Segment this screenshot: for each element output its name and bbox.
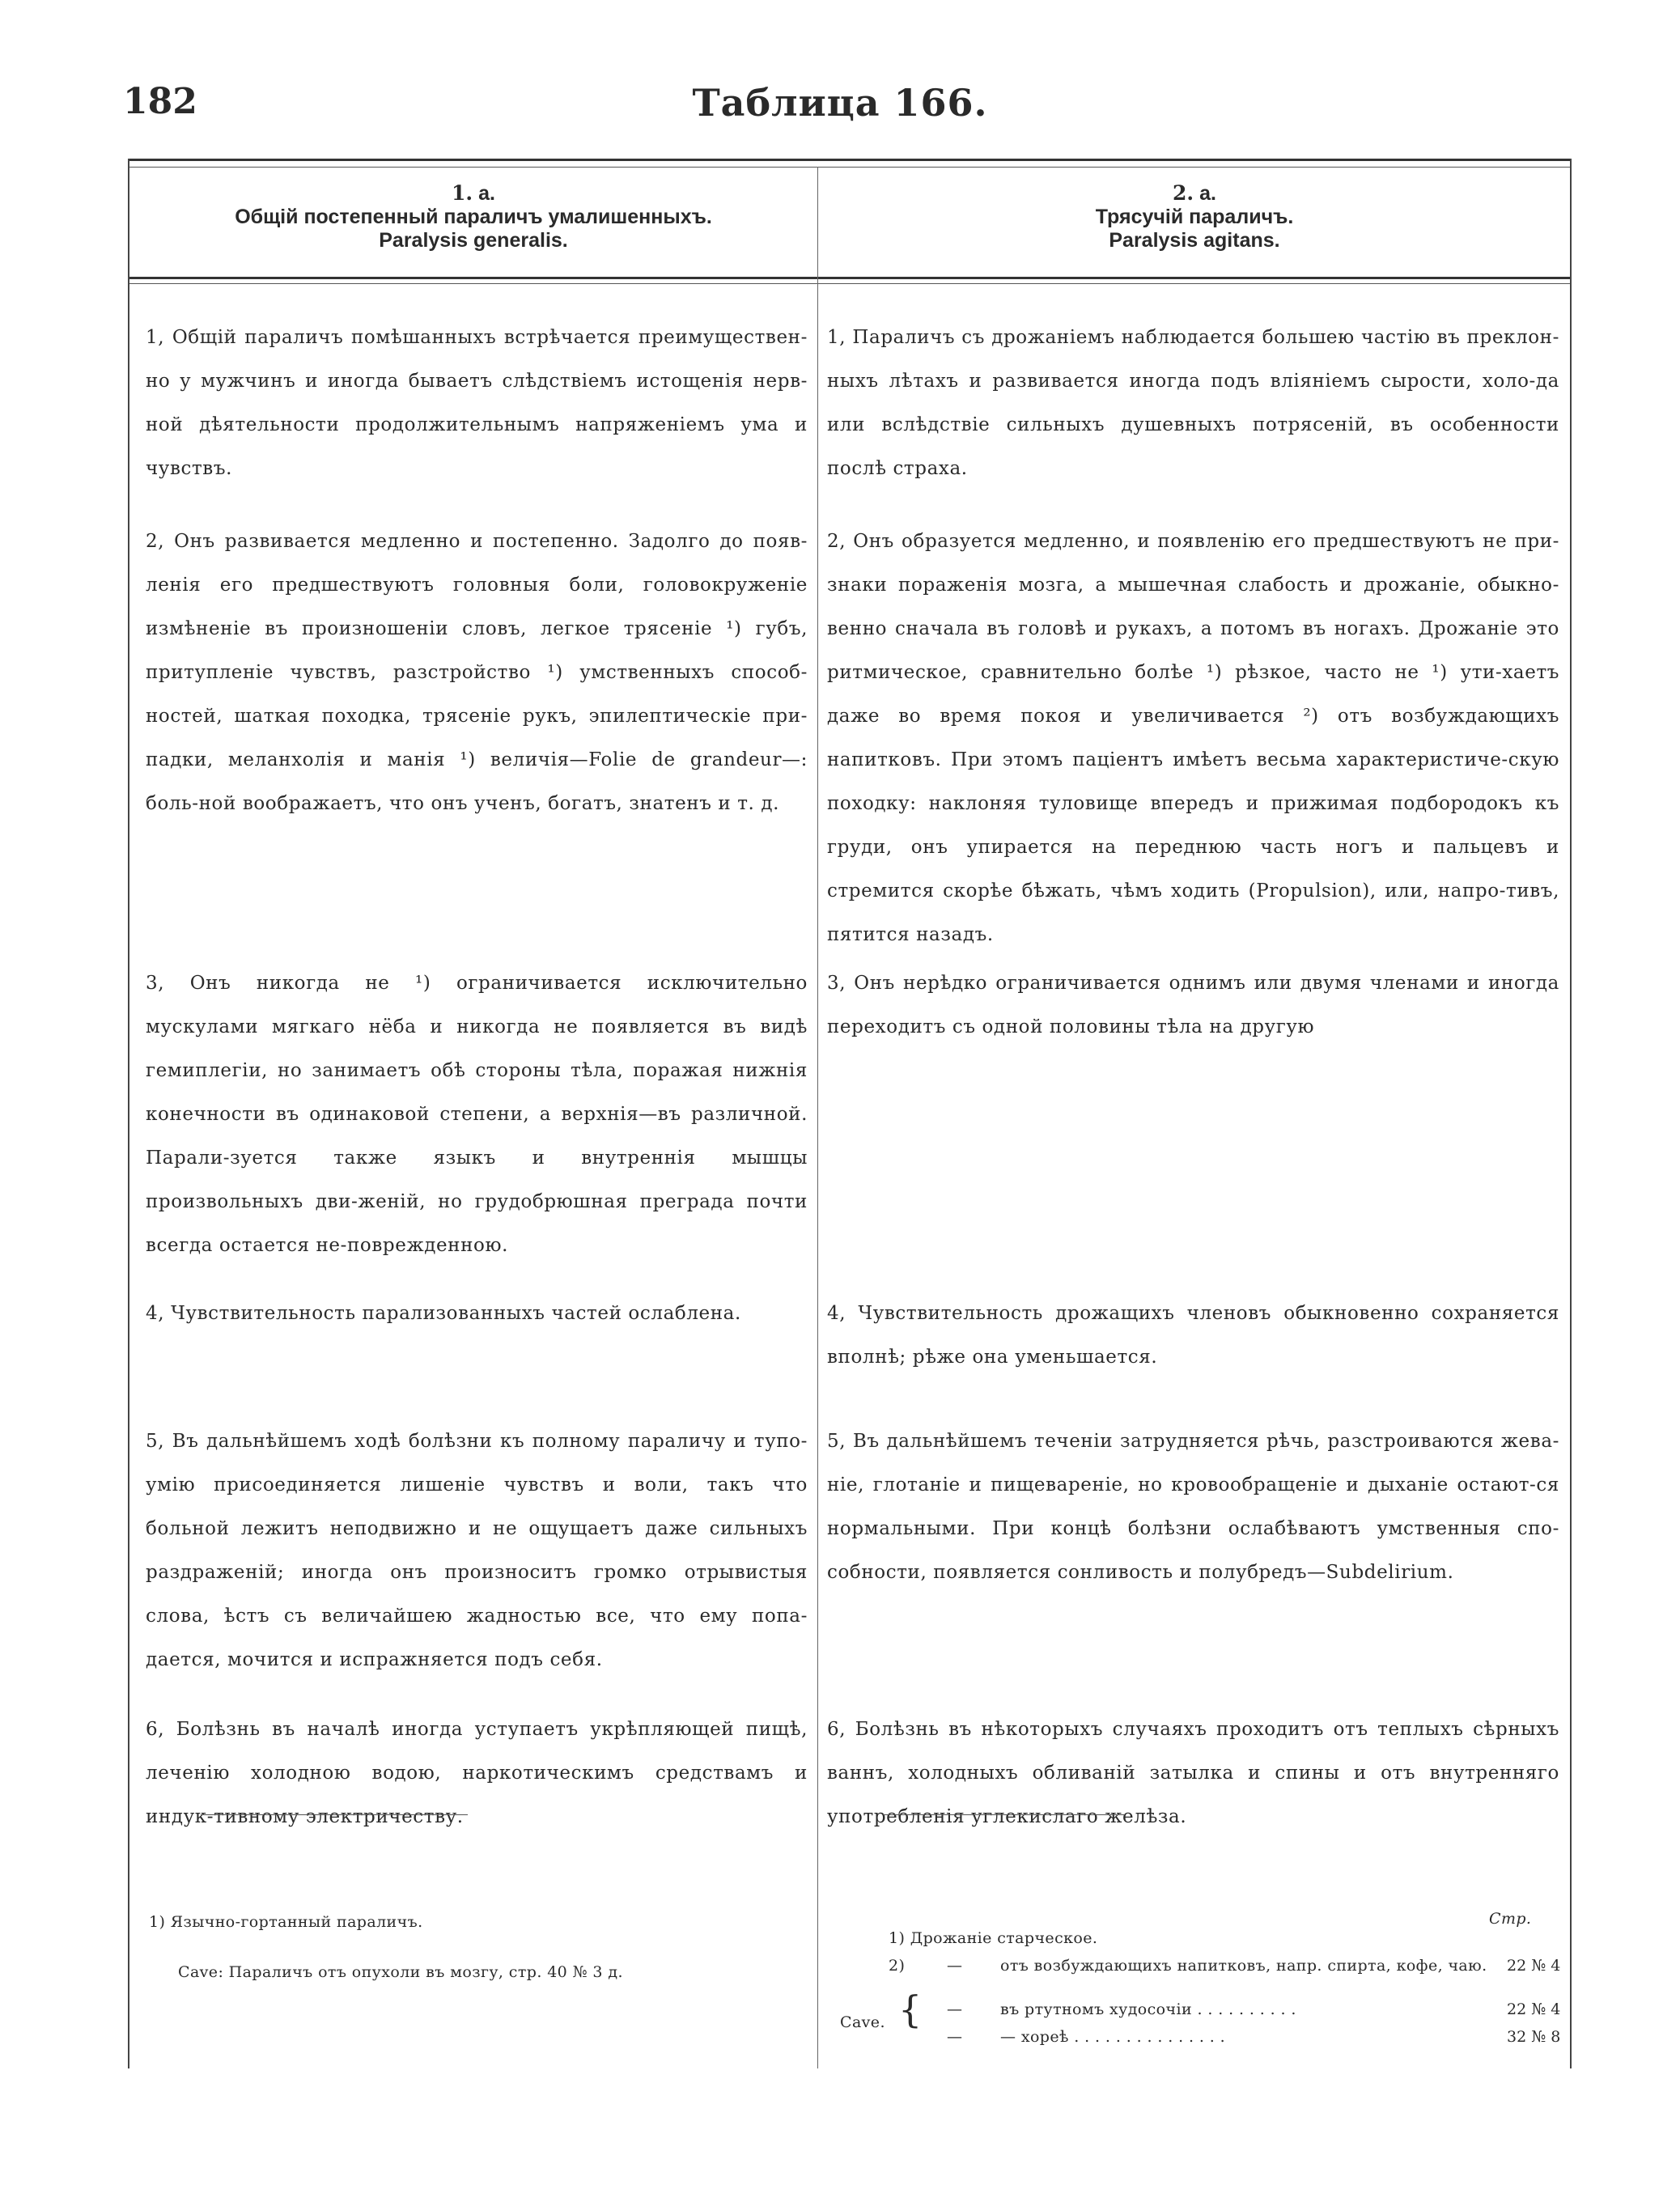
footnote-left-1: 1) Язычно-гортанный параличъ. xyxy=(149,1913,423,1931)
cave-right-2-text: — хореѣ . . . . . . . . . . . . . . . xyxy=(1000,2028,1226,2046)
footnote-rule-right xyxy=(882,1814,1125,1815)
cave-note-left: Cave: Параличъ отъ опухоли въ мозгу, стр. 40 № 3 д. xyxy=(178,1963,623,1981)
column-number: 1. xyxy=(452,181,473,205)
right-item-4: 4, Чувствительность дрожащихъ членовъ обыкновенно сохраняется вполнѣ; рѣже она уменьшается. xyxy=(827,1303,1559,1368)
footnote-right-2-ref: 22 № 4 xyxy=(1507,1957,1561,1975)
header-bottom-rule xyxy=(129,277,1570,279)
footnote-right-1: 1) Дрожаніе старческое. xyxy=(889,1929,1098,1947)
footnote-right-2-num: 2) xyxy=(889,1957,906,1975)
footnote-rule-left xyxy=(201,1814,468,1815)
right-item-5: 5, Въ дальнѣйшемъ теченіи затрудняется рѣчь, разстроиваются жева-ніе, глотаніе и пищевареніе, но кровообращеніе и дыханіе остают-ся нормальными. При концѣ болѣзни ослабѣваютъ умственныя спо-собности, появляется сонливость и полубредъ—Subdelirium. xyxy=(827,1431,1559,1583)
cave-right-1-ref: 22 № 4 xyxy=(1507,2000,1561,2018)
cave-right-2-dash: — xyxy=(947,2028,963,2046)
footnote-right-2-text: отъ возбуждающихъ напитковъ, напр. спирта, кофе, чаю. xyxy=(1000,1957,1487,1975)
column-letter: а. xyxy=(1199,182,1216,205)
header-bottom-rule-thin xyxy=(129,283,1570,284)
page-ref-header: Стр. xyxy=(1489,1910,1532,1928)
left-item-1: 1, Общій параличъ помѣшанныхъ встрѣчается преимуществен-но у мужчинъ и иногда бываетъ слѣдствіемъ истощенія нерв-ной дѣятельности продолжительнымъ напряженіемъ ума и чувствъ. xyxy=(146,327,808,479)
disease-title-ru: Трясучій параличъ. xyxy=(1095,206,1294,228)
disease-title-la: Paralysis generalis. xyxy=(379,229,568,252)
left-item-4: 4, Чувствительность парализованныхъ частей ослаблена. xyxy=(146,1303,741,1324)
table-top-rule-thin xyxy=(129,167,1570,168)
right-item-3: 3, Онъ нерѣдко ограничивается однимъ или двумя членами и иногда переходитъ съ одной половины тѣла на другую xyxy=(827,973,1559,1037)
column-header-left xyxy=(129,181,817,252)
right-item-6: 6, Болѣзнь въ нѣкоторыхъ случаяхъ проходитъ отъ теплыхъ сѣрныхъ ваннъ, холодныхъ обливаній затылка и спины и отъ внутренняго употребленія углекислаго желѣза. xyxy=(827,1719,1559,1827)
left-item-5: 5, Въ дальнѣйшемъ ходѣ болѣзни къ полному параличу и тупо-умію присоединяется лишеніе чувствъ и воли, такъ что больной лежитъ неподвижно и не ощущаетъ даже сильныхъ раздраженій; иногда онъ произноситъ громко отрывистыя слова, ѣстъ съ величайшею жадностью все, что ему попа-дается, мочится и испражняется подъ себя. xyxy=(146,1431,808,1670)
left-item-2: 2, Онъ развивается медленно и постепенно. Задолго до появ-ленія его предшествуютъ головныя боли, головокруженіе измѣненіе въ произношеніи словъ, легкое трясеніе ¹) губъ, притупленіе чувствъ, разстройство ¹) умственныхъ способ-ностей, шаткая походка, трясеніе рукъ, эпилептическіе при-падки, меланхолія и манія ¹) величія—Folie de grandeur—: боль-ной воображаетъ, что онъ ученъ, богатъ, знатенъ и т. д. xyxy=(146,531,808,814)
brace-glyph: { xyxy=(898,1988,923,2031)
cave-right-1-text: въ ртутномъ худосочіи . . . . . . . . . . xyxy=(1000,2000,1296,2018)
left-item-3: 3, Онъ никогда не ¹) ограничивается исключительно мускулами мягкаго нёба и никогда не появляется въ видѣ гемиплегіи, но занимаетъ обѣ стороны тѣла, поражая нижнія конечности въ одинаковой степени, а верхнія—въ различной. Парали-зуется также языкъ и внутреннія мышцы произвольныхъ дви-женій, но грудобрюшная преграда почти всегда остается не-поврежденною. xyxy=(146,973,808,1256)
disease-title-ru: Общій постепенный параличъ умалишенныхъ. xyxy=(235,206,712,228)
table-top-rule xyxy=(129,159,1570,161)
disease-title-la: Paralysis agitans. xyxy=(1109,229,1280,252)
cave-label-right: Cave. xyxy=(840,2013,885,2031)
right-item-1: 1, Параличъ съ дрожаніемъ наблюдается большею частію въ преклон-ныхъ лѣтахъ и развивается иногда подъ вліяніемъ сырости, холо-да или вслѣдствіе сильныхъ душевныхъ потрясеній, въ особенности послѣ страха. xyxy=(827,327,1559,479)
column-letter: а. xyxy=(478,182,495,205)
column-divider xyxy=(817,167,818,2068)
cave-right-2-ref: 32 № 8 xyxy=(1507,2028,1561,2046)
footnote-right-2-dash: — xyxy=(947,1957,963,1975)
left-item-6: 6, Болѣзнь въ началѣ иногда уступаетъ укрѣпляющей пищѣ, леченію холодною водою, наркотическимъ средствамъ и индук-тивному электричеству. xyxy=(146,1719,808,1827)
comparison-table xyxy=(128,159,1572,2068)
right-item-2: 2, Онъ образуется медленно, и появленію его предшествуютъ не при-знаки пораженія мозга, а мышечная слабость и дрожаніе, обыкно-венно сначала въ головѣ и рукахъ, а потомъ въ ногахъ. Дрожаніе это ритмическое, сравнительно болѣе ¹) рѣзкое, часто не ¹) ути-хаетъ даже во время покоя и увеличивается ²) отъ возбуждающихъ напитковъ. При этомъ паціентъ имѣетъ весьма характеристиче-скую походку: наклоняя туловище впередъ и прижимая подбородокъ къ груди, онъ упирается на переднюю часть ногъ и пальцевъ и стремится скорѣе бѣжать, чѣмъ ходить (Propulsion), или, напро-тивъ, пятится назадъ. xyxy=(827,531,1559,945)
cave-right-1-dash: — xyxy=(947,2000,963,2018)
page-number: 182 xyxy=(123,81,197,122)
column-header-right xyxy=(819,181,1570,252)
column-number: 2. xyxy=(1173,181,1194,205)
page-title: Таблица 166. xyxy=(692,81,988,125)
